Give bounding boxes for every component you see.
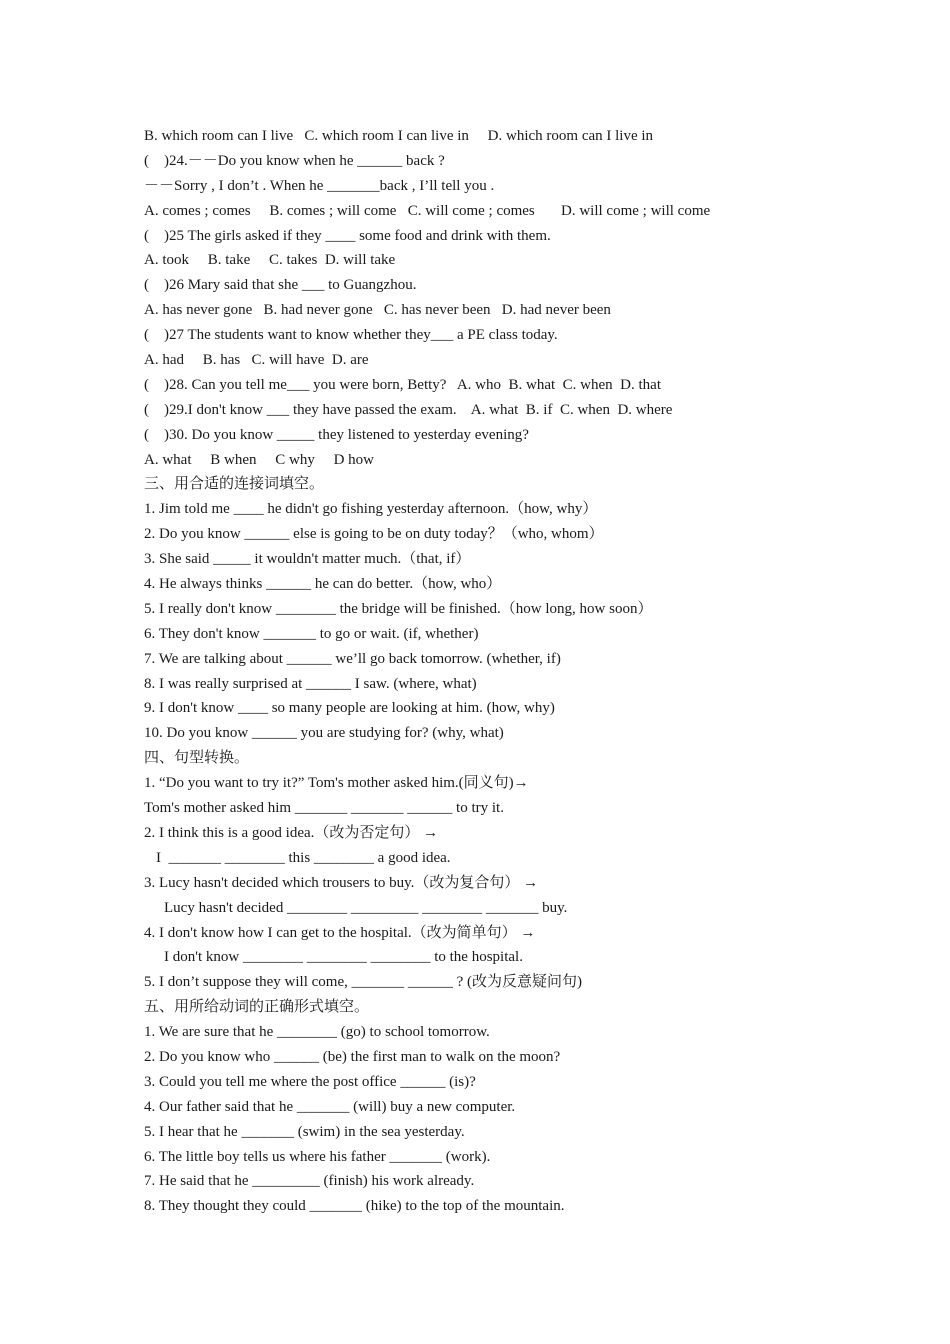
q30-options: A. what B when C why D how (144, 451, 374, 468)
q24-options: A. comes ; comes B. comes ; will come C. will come ; comes D. will come ; will come (144, 202, 711, 219)
section-3-item-1: 1. Jim told me ____ he didn't go fishing yesterday afternoon.（how, why） (144, 501, 598, 518)
section-3-item-7: 7. We are talking about ______ we’ll go back tomorrow. (whether, if) (144, 650, 561, 667)
section-4-item-2: 2. I think this is a good idea.（改为否定句） → (144, 824, 439, 841)
section-5-item-1: 1. We are sure that he ________ (go) to school tomorrow. (144, 1024, 490, 1041)
section-5-item-3: 3. Could you tell me where the post office ______ (is)? (144, 1073, 476, 1090)
q28-question: ( )28. Can you tell me___ you were born, Betty? A. who B. what C. when D. that (144, 376, 662, 393)
section-4-heading: 四、句型转换。 (144, 750, 250, 767)
section-3-item-6: 6. They don't know _______ to go or wait. (if, whether) (144, 625, 479, 642)
section-5-item-4: 4. Our father said that he _______ (will) buy a new computer. (144, 1098, 516, 1115)
section-3-item-5: 5. I really don't know ________ the bridge will be finished.（how long, how soon） (144, 600, 653, 617)
section-5-item-6: 6. The little boy tells us where his father _______ (work). (144, 1148, 491, 1165)
section-5-item-7: 7. He said that he _________ (finish) his work already. (144, 1173, 475, 1190)
section-3-item-2: 2. Do you know ______ else is going to be on duty today？（who, whom） (144, 526, 604, 543)
section-3-item-9: 9. I don't know ____ so many people are looking at him. (how, why) (144, 700, 555, 717)
section-5-item-8: 8. They thought they could _______ (hike) to the top of the mountain. (144, 1198, 565, 1215)
section-4-item-3: 3. Lucy hasn't decided which trousers to buy.（改为复合句） → (144, 874, 539, 891)
q26-options: A. has never gone B. had never gone C. has never been D. had never been (144, 302, 611, 319)
section-3-item-4: 4. He always thinks ______ he can do better.（how, who） (144, 576, 502, 593)
q25-question: ( )25 The girls asked if they ____ some food and drink with them. (144, 227, 551, 244)
q30-question: ( )30. Do you know _____ they listened to yesterday evening? (144, 426, 529, 443)
section-3-item-8: 8. I was really surprised at ______ I saw. (where, what) (144, 675, 477, 692)
section-5-heading: 五、用所给动词的正确形式填空。 (144, 999, 370, 1016)
section-4-item-1: 1. “Do you want to try it?” Tom's mother asked him.(同义句)→ (144, 775, 529, 792)
q26-question: ( )26 Mary said that she ___ to Guangzhou. (144, 277, 417, 294)
q24-question: ( )24.－－Do you know when he ______ back ? (144, 152, 445, 169)
section-3-heading: 三、用合适的连接词填空。 (144, 476, 325, 493)
q24-dialogue-reply: －－Sorry , I don’t . When he _______back , I’ll tell you . (144, 177, 495, 194)
section-5-item-2: 2. Do you know who ______ (be) the first man to walk on the moon? (144, 1048, 561, 1065)
worksheet-page (144, 124, 844, 1219)
q29-question: ( )29.I don't know ___ they have passed the exam. A. what B. if C. when D. where (144, 401, 673, 418)
section-3-item-3: 3. She said _____ it wouldn't matter much.（that, if） (144, 551, 471, 568)
section-4-item-4: 4. I don't know how I can get to the hospital.（改为简单句） → (144, 924, 536, 941)
q27-question: ( )27 The students want to know whether they___ a PE class today. (144, 327, 558, 344)
section-4-item-5: 5. I don’t suppose they will come, _______ ______ ? (改为反意疑问句) (144, 974, 583, 991)
section-4-item-1-answer: Tom's mother asked him _______ _______ ______ to try it. (144, 800, 504, 817)
section-3-item-10: 10. Do you know ______ you are studying for? (why, what) (144, 725, 504, 742)
section-4-item-2-answer: I _______ ________ this ________ a good idea. (156, 849, 451, 866)
q27-options: A. had B. has C. will have D. are (144, 352, 369, 369)
q25-options: A. took B. take C. takes D. will take (144, 252, 396, 269)
section-4-item-4-answer: I don't know ________ ________ ________ to the hospital. (164, 949, 523, 966)
section-4-item-3-answer: Lucy hasn't decided ________ _________ ________ _______ buy. (164, 899, 568, 916)
q23-option-line: B. which room can I live C. which room I can live in D. which room can I live in (144, 128, 654, 144)
section-5-item-5: 5. I hear that he _______ (swim) in the sea yesterday. (144, 1123, 465, 1140)
